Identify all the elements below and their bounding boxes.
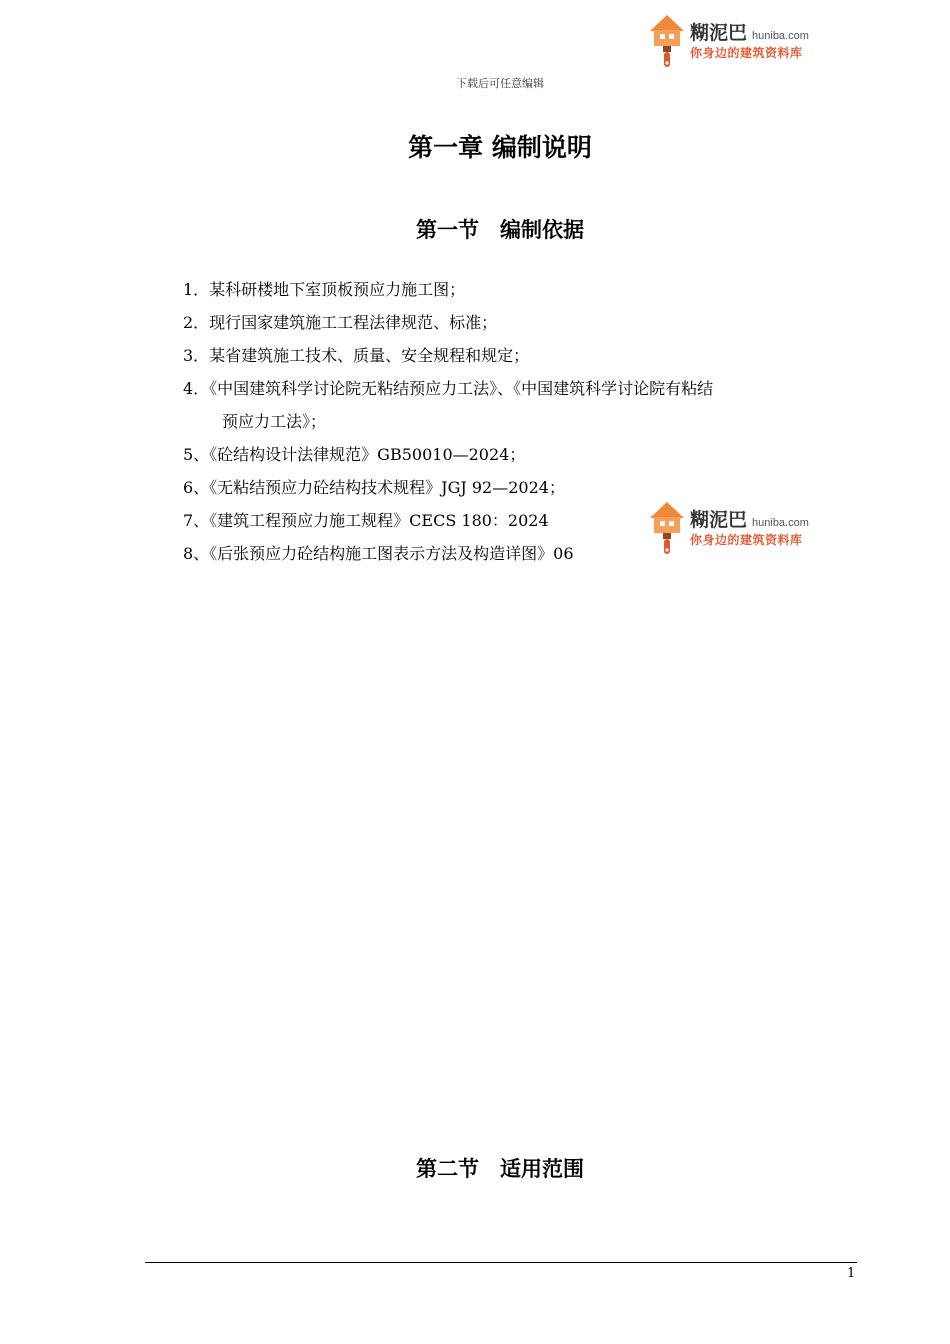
list-item: 5、《砼结构设计法律规范》GB50010—2024； xyxy=(183,445,526,464)
section-title-basis: 第一节 编制依据 xyxy=(416,218,584,242)
logo-text xyxy=(690,21,809,60)
logo-domain: huniba.com xyxy=(752,516,809,529)
watermark-logo-top xyxy=(648,13,809,69)
logo-tagline: 你身边的建筑资料库 xyxy=(690,532,803,547)
section-title-scope: 第二节 适用范围 xyxy=(416,1157,584,1181)
watermark-logo-middle xyxy=(648,500,813,556)
list-item: 1．某科研楼地下室顶板预应力施工图； xyxy=(183,280,466,299)
list-item-continuation: 预应力工法》； xyxy=(222,412,327,431)
page-number: 1 xyxy=(847,1266,856,1281)
logo-brand-name: 糊泥巴 xyxy=(690,508,748,531)
list-item: 6、《无粘结预应力砼结构技术规程》JGJ 92—2024； xyxy=(183,478,565,497)
logo-domain: huniba.com xyxy=(752,29,809,42)
house-brush-icon xyxy=(648,13,686,69)
list-item: 2．现行国家建筑施工工程法律规范、标准； xyxy=(183,313,498,332)
list-item: 7、《建筑工程预应力施工规程》CECS 180：2024 xyxy=(183,511,549,530)
list-item: 8、《后张预应力砼结构施工图表示方法及构造详图》06 xyxy=(183,544,574,563)
chapter-title: 第一章 编制说明 xyxy=(408,133,592,162)
list-item: 3．某省建筑施工技术、质量、安全规程和规定； xyxy=(183,346,530,365)
logo-tagline: 你身边的建筑资料库 xyxy=(690,45,803,60)
logo-brand-name: 糊泥巴 xyxy=(690,21,748,44)
header-note: 下载后可任意编辑 xyxy=(456,77,544,90)
list-item-text: 4．《中国建筑科学讨论院无粘结预应力工法》、《中国建筑科学讨论院有粘结 xyxy=(183,379,714,398)
house-brush-icon xyxy=(648,500,686,556)
list-item xyxy=(183,372,863,438)
footer-divider xyxy=(145,1262,857,1263)
logo-text xyxy=(690,508,809,547)
